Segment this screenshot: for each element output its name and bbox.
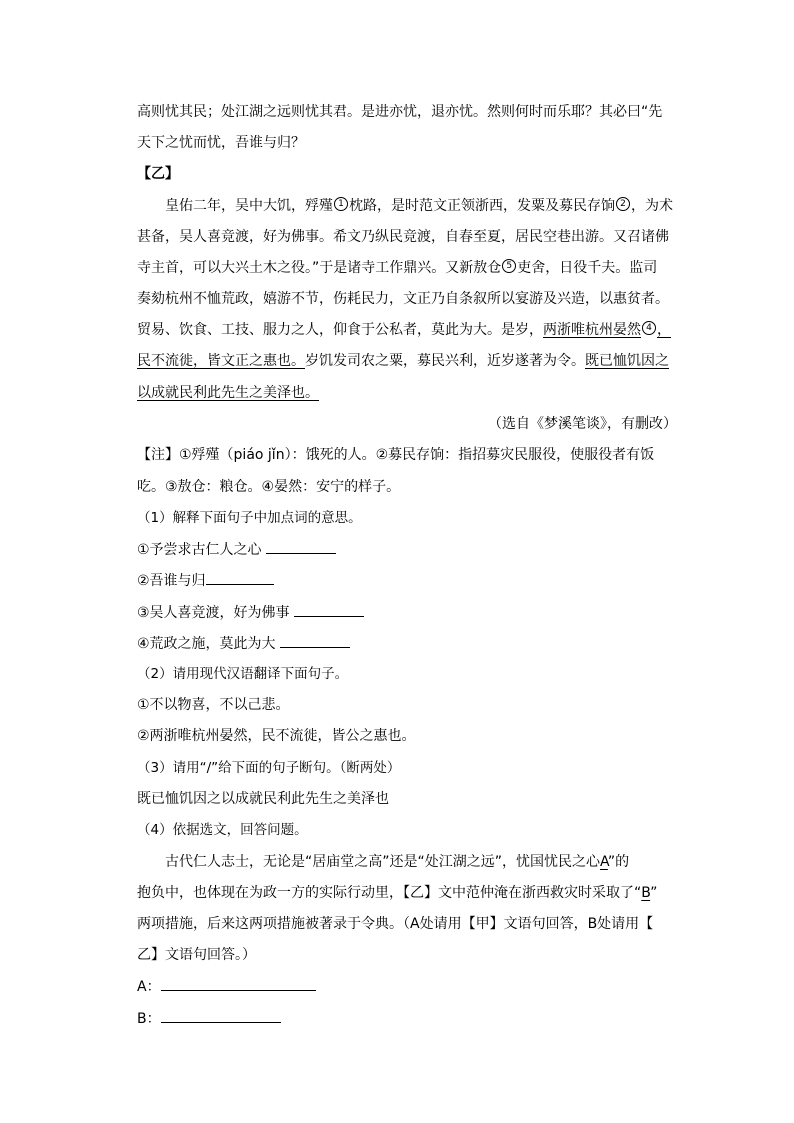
question-3-sentence: 既已恤饥因之以成就民利此先生之美泽也	[137, 791, 389, 807]
jia-text-line-2: 天下之忧而忧，吾谁与归？	[137, 135, 305, 151]
footnote-marker-5: 5	[502, 259, 516, 273]
annotation-line-1: 【注】①殍殣（piáo jǐn）：饿死的人。②募民存饷：指招募灾民服役，使服役者有饭	[137, 447, 655, 463]
answer-a-row	[137, 977, 677, 996]
question-4-title: （4）依据选文，回答问题。	[137, 822, 308, 838]
question-text: 抱负中，也体现在为政一方的实际行动里，【乙】文中范仲淹在浙西救灾时采取了“	[137, 885, 642, 901]
question-text: ③吴人喜竞渡，好为佛事	[137, 605, 290, 621]
footnote-marker-1: 1	[334, 197, 348, 211]
yi-text-line-3	[137, 259, 677, 277]
blank-marker-b: B	[641, 885, 651, 901]
footnote-marker-4: 4	[642, 321, 656, 335]
question-1-item-a	[137, 540, 677, 559]
yi-text-line-7: 以成就民利此先生之美泽也。	[137, 385, 319, 401]
question-1-title: （1）解释下面句子中加点词的意思。	[137, 510, 362, 526]
answer-blank[interactable]	[280, 634, 350, 648]
question-text: ①予尝求古仁人之心	[137, 542, 262, 558]
question-4-line-1	[165, 853, 705, 871]
blank-marker-a: A	[600, 854, 608, 870]
footnote-marker-2: 2	[616, 197, 630, 211]
underlined-phrase	[543, 322, 671, 338]
yi-text-segment: 两浙唯杭州晏然	[543, 322, 641, 338]
answer-blank[interactable]	[266, 540, 336, 554]
question-text: ”的	[607, 854, 630, 870]
answer-label-b: B：	[137, 1011, 161, 1027]
question-3-title: （3）请用“/”给下面的句子断句。（断两处）	[137, 760, 401, 776]
question-4-line-3: 两项措施，后来这两项措施被著录于令典。（A处请用【甲】文语句回答，B处请用【	[137, 916, 654, 932]
yi-text-segment: 岁饥发司农之粟，募民兴利，近岁遂著为令。	[305, 353, 585, 369]
yi-text-line-1	[165, 197, 705, 215]
answer-blank[interactable]	[294, 603, 364, 617]
question-text: ”	[650, 885, 658, 901]
jia-text-line-1: 高则忧其民；处江湖之远则忧其君。是进亦忧，退亦忧。然则何时而乐耶？其必曰“先	[137, 104, 663, 120]
source-citation: （选自《梦溪笔谈》，有删改）	[488, 416, 677, 432]
yi-text-segment: 吏舍，日役千夫。监司	[517, 260, 658, 276]
question-text: ②吾谁与归	[137, 573, 206, 589]
yi-text-segment: 寺主首，可以大兴土木之役。”于是诸寺工作鼎兴。又新敖仓	[137, 260, 502, 276]
answer-blank[interactable]	[206, 571, 274, 585]
answer-b-row	[137, 1009, 677, 1028]
question-2-item-b: ②两浙唯杭州晏然，民不流徙，皆公之惠也。	[137, 728, 416, 744]
underlined-phrase: 民不流徙，皆文正之惠也。	[137, 353, 305, 369]
section-title-yi: 【乙】	[137, 166, 179, 182]
yi-text-segment: 贸易、饮食、工技、服力之人，仰食于公私者，莫此为大。是岁，	[137, 322, 543, 338]
question-1-item-d	[137, 634, 677, 653]
yi-text-line-6	[137, 352, 677, 370]
answer-blank-a[interactable]	[161, 977, 316, 991]
question-text: ④荒政之施，莫此为大	[137, 636, 276, 652]
question-2-title: （2）请用现代汉语翻译下面句子。	[137, 666, 349, 682]
yi-text-segment: 皇佑二年，吴中大饥，殍殣	[165, 198, 333, 214]
answer-label-a: A：	[137, 979, 161, 995]
question-4-line-4: 乙】文语句回答。）	[137, 947, 256, 963]
yi-text-segment: 枕路，是时范文正领浙西，发粟及募民存饷	[349, 198, 615, 214]
question-2-item-a: ①不以物喜，不以己悲。	[137, 697, 290, 713]
annotation-line-2: 吃。③敖仓：粮仓。④晏然：安宁的样子。	[137, 479, 401, 495]
yi-text-line-4: 奏劾杭州不恤荒政，嬉游不节，伤耗民力，文正乃自条叙所以宴游及兴造，以惠贫者。	[137, 291, 669, 307]
question-4-line-2	[137, 884, 677, 902]
answer-blank-b[interactable]	[161, 1009, 281, 1023]
yi-text-line-2: 甚备，吴人喜竞渡，好为佛事。希文乃纵民竞渡，自春至夏，居民空巷出游。又召诸佛	[137, 229, 669, 245]
yi-text-line-5	[137, 321, 677, 339]
question-text: 古代仁人志士，无论是“居庙堂之高”还是“处江湖之远”，忧国忧民之心	[165, 854, 601, 870]
yi-text-segment: ，为术	[631, 198, 673, 214]
question-1-item-b	[137, 571, 677, 590]
question-1-item-c	[137, 603, 677, 622]
underlined-phrase: 既已恤饥因之	[585, 353, 669, 369]
yi-text-segment: ，	[657, 322, 671, 338]
